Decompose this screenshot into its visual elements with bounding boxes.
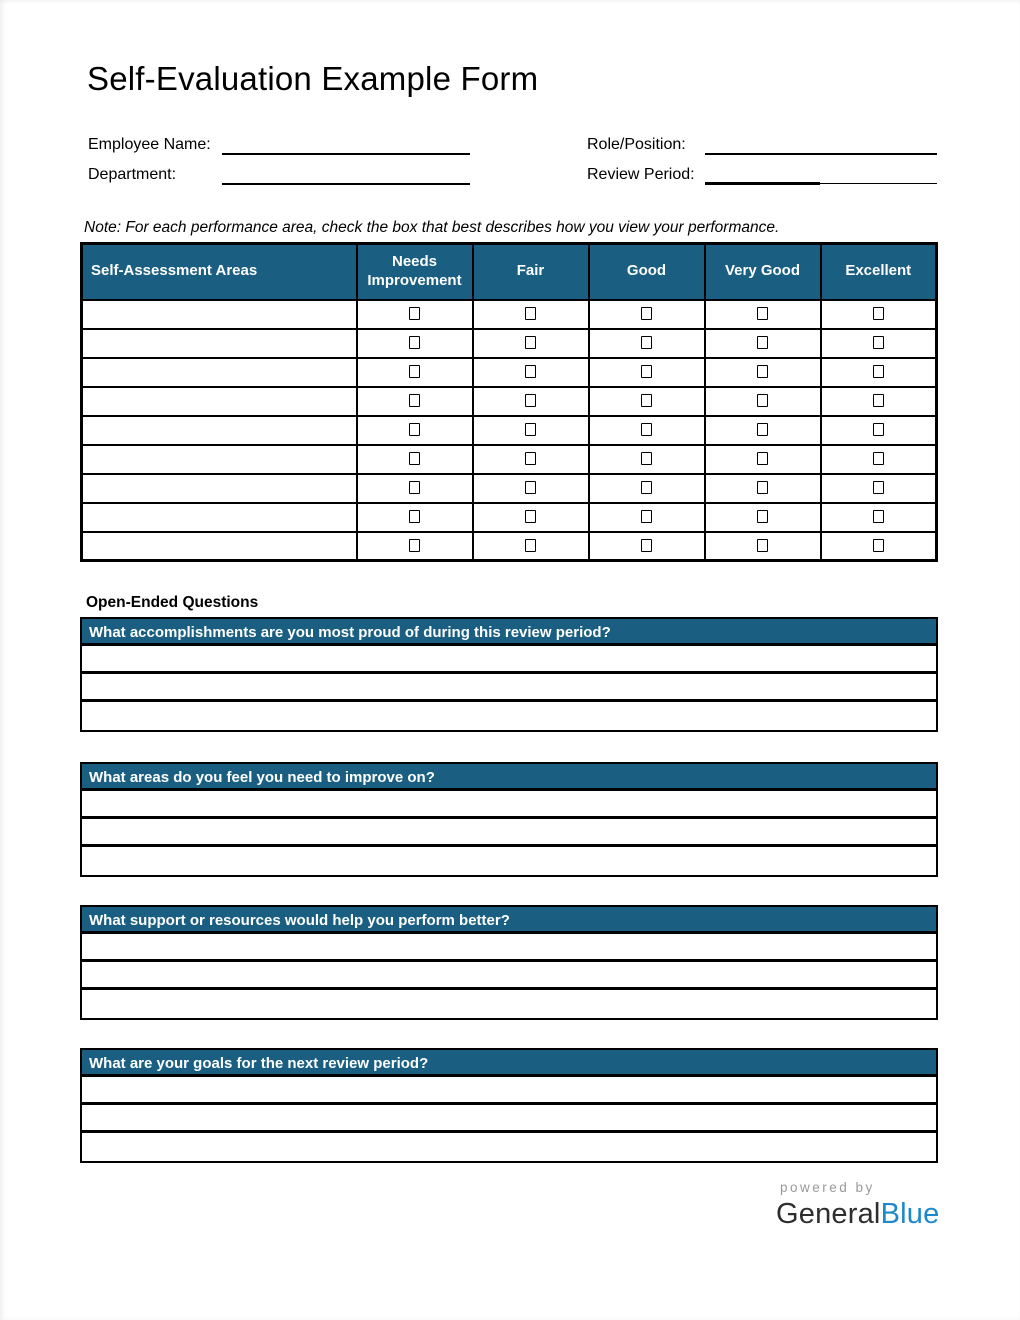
rating-cell: [589, 300, 705, 329]
answer-lines: [82, 934, 936, 1018]
checkbox-icon[interactable]: [757, 481, 768, 494]
answer-input-line[interactable]: [82, 674, 936, 702]
checkbox-icon[interactable]: [525, 336, 536, 349]
rating-cell: [705, 329, 821, 358]
review-period-line-segment: [705, 182, 820, 185]
checkbox-icon[interactable]: [409, 307, 420, 320]
rating-cell: [357, 358, 473, 387]
checkbox-icon[interactable]: [525, 365, 536, 378]
powered-by-text: powered by: [780, 1180, 875, 1195]
assessment-row: [82, 503, 937, 532]
checkbox-icon[interactable]: [873, 510, 884, 523]
checkbox-icon[interactable]: [641, 481, 652, 494]
rating-cell: [821, 329, 937, 358]
rating-cell: [705, 416, 821, 445]
column-header-needs-improvement: Needs Improvement: [357, 244, 473, 300]
question-bar: What accomplishments are you most proud of during this review period?: [82, 619, 936, 646]
answer-input-line[interactable]: [82, 819, 936, 847]
column-header-excellent: Excellent: [821, 244, 937, 300]
answer-lines: [82, 791, 936, 875]
checkbox-icon[interactable]: [641, 539, 652, 552]
answer-input-line[interactable]: [82, 962, 936, 990]
question-section-accomplishments: [80, 617, 938, 732]
rating-cell: [473, 474, 589, 503]
rating-cell: [821, 300, 937, 329]
rating-cell: [357, 329, 473, 358]
checkbox-icon[interactable]: [641, 510, 652, 523]
question-section-goals: [80, 1048, 938, 1163]
question-bar: What areas do you feel you need to improve on?: [82, 764, 936, 791]
rating-cell: [705, 503, 821, 532]
rating-cell: [821, 416, 937, 445]
assessment-area-cell[interactable]: [82, 503, 357, 532]
checkbox-icon[interactable]: [409, 423, 420, 436]
checkbox-icon[interactable]: [409, 452, 420, 465]
answer-input-line[interactable]: [82, 990, 936, 1018]
role-position-label: Role/Position:: [587, 136, 686, 153]
rating-cell: [821, 445, 937, 474]
checkbox-icon[interactable]: [641, 452, 652, 465]
checkbox-icon[interactable]: [873, 452, 884, 465]
checkbox-icon[interactable]: [525, 394, 536, 407]
review-period-input-line[interactable]: [705, 183, 937, 184]
rating-cell: [357, 300, 473, 329]
checkbox-icon[interactable]: [409, 510, 420, 523]
rating-cell: [473, 503, 589, 532]
rating-cell: [473, 329, 589, 358]
assessment-row: [82, 416, 937, 445]
brand-general-text: General: [776, 1198, 881, 1230]
rating-cell: [821, 503, 937, 532]
answer-input-line[interactable]: [82, 934, 936, 962]
answer-input-line[interactable]: [82, 847, 936, 875]
rating-cell: [821, 532, 937, 561]
checkbox-icon[interactable]: [525, 510, 536, 523]
general-blue-logo: [776, 1198, 939, 1231]
rating-cell: [589, 329, 705, 358]
assessment-area-cell[interactable]: [82, 445, 357, 474]
column-header-good: Good: [589, 244, 705, 300]
checkbox-icon[interactable]: [409, 539, 420, 552]
checkbox-icon[interactable]: [641, 365, 652, 378]
checkbox-icon[interactable]: [873, 539, 884, 552]
checkbox-icon[interactable]: [525, 481, 536, 494]
assessment-area-cell[interactable]: [82, 300, 357, 329]
rating-cell: [589, 503, 705, 532]
rating-cell: [473, 300, 589, 329]
rating-cell: [357, 445, 473, 474]
assessment-table-body: [82, 300, 937, 561]
assessment-area-cell[interactable]: [82, 532, 357, 561]
brand-blue-text: Blue: [880, 1198, 940, 1230]
answer-input-line[interactable]: [82, 791, 936, 819]
assessment-area-cell[interactable]: [82, 474, 357, 503]
assessment-row: [82, 329, 937, 358]
checkbox-icon[interactable]: [409, 394, 420, 407]
answer-input-line[interactable]: [82, 1133, 936, 1161]
question-bar: What are your goals for the next review period?: [82, 1050, 936, 1077]
rating-cell: [473, 532, 589, 561]
answer-input-line[interactable]: [82, 702, 936, 730]
rating-cell: [821, 474, 937, 503]
rating-cell: [821, 358, 937, 387]
rating-cell: [589, 474, 705, 503]
assessment-header-row: [82, 244, 937, 300]
assessment-row: [82, 358, 937, 387]
rating-cell: [705, 387, 821, 416]
rating-cell: [473, 445, 589, 474]
checkbox-icon[interactable]: [873, 307, 884, 320]
rating-cell: [589, 358, 705, 387]
review-period-label: Review Period:: [587, 166, 695, 183]
assessment-table-header: [82, 244, 937, 300]
question-section-improve: [80, 762, 938, 877]
role-position-input-line[interactable]: [705, 153, 937, 155]
rating-cell: [589, 445, 705, 474]
answer-input-line[interactable]: [82, 646, 936, 674]
checkbox-icon[interactable]: [757, 452, 768, 465]
assessment-row: [82, 387, 937, 416]
assessment-area-cell[interactable]: [82, 387, 357, 416]
rating-cell: [821, 387, 937, 416]
checkbox-icon[interactable]: [873, 423, 884, 436]
assessment-row: [82, 445, 937, 474]
column-header-very-good: Very Good: [705, 244, 821, 300]
answer-input-line[interactable]: [82, 1105, 936, 1133]
checkbox-icon[interactable]: [873, 481, 884, 494]
checkbox-icon[interactable]: [757, 510, 768, 523]
rating-cell: [357, 503, 473, 532]
rating-cell: [357, 532, 473, 561]
self-assessment-table: [80, 242, 938, 562]
checkbox-icon[interactable]: [525, 539, 536, 552]
checkbox-icon[interactable]: [641, 394, 652, 407]
rating-cell: [473, 358, 589, 387]
checkbox-icon[interactable]: [757, 307, 768, 320]
column-header-fair: Fair: [473, 244, 589, 300]
rating-cell: [357, 387, 473, 416]
assessment-row: [82, 532, 937, 561]
rating-cell: [357, 474, 473, 503]
checkbox-icon[interactable]: [873, 365, 884, 378]
rating-cell: [705, 474, 821, 503]
rating-cell: [705, 532, 821, 561]
checkbox-icon[interactable]: [641, 307, 652, 320]
checkbox-icon[interactable]: [525, 452, 536, 465]
page-title: Self-Evaluation Example Form: [87, 60, 539, 97]
rating-cell: [705, 445, 821, 474]
checkbox-icon[interactable]: [409, 481, 420, 494]
assessment-row: [82, 474, 937, 503]
column-header-areas: Self-Assessment Areas: [82, 244, 357, 300]
answer-input-line[interactable]: [82, 1077, 936, 1105]
checkbox-icon[interactable]: [409, 336, 420, 349]
rating-cell: [705, 300, 821, 329]
rating-cell: [473, 387, 589, 416]
checkbox-icon[interactable]: [409, 365, 420, 378]
checkbox-icon[interactable]: [525, 423, 536, 436]
rating-cell: [705, 358, 821, 387]
rating-cell: [589, 416, 705, 445]
checkbox-icon[interactable]: [757, 365, 768, 378]
assessment-row: [82, 300, 937, 329]
open-ended-heading: Open-Ended Questions: [86, 594, 259, 611]
checkbox-icon[interactable]: [641, 336, 652, 349]
checkbox-icon[interactable]: [757, 336, 768, 349]
checkbox-icon[interactable]: [641, 423, 652, 436]
rating-cell: [589, 387, 705, 416]
employee-name-label: Employee Name:: [88, 136, 211, 153]
rating-cell: [589, 532, 705, 561]
instructions-note: Note: For each performance area, check the box that best describes how you view your performance.: [84, 219, 780, 236]
assessment-area-cell[interactable]: [82, 416, 357, 445]
checkbox-icon[interactable]: [757, 423, 768, 436]
rating-cell: [357, 416, 473, 445]
rating-cell: [473, 416, 589, 445]
checkbox-icon[interactable]: [757, 539, 768, 552]
department-label: Department:: [88, 166, 177, 183]
checkbox-icon[interactable]: [757, 394, 768, 407]
checkbox-icon[interactable]: [873, 394, 884, 407]
checkbox-icon[interactable]: [873, 336, 884, 349]
question-section-support: [80, 905, 938, 1020]
assessment-area-cell[interactable]: [82, 358, 357, 387]
answer-lines: [82, 1077, 936, 1161]
department-input-line[interactable]: [222, 183, 470, 185]
checkbox-icon[interactable]: [525, 307, 536, 320]
question-bar: What support or resources would help you perform better?: [82, 907, 936, 934]
assessment-area-cell[interactable]: [82, 329, 357, 358]
employee-name-input-line[interactable]: [222, 153, 470, 155]
answer-lines: [82, 646, 936, 730]
